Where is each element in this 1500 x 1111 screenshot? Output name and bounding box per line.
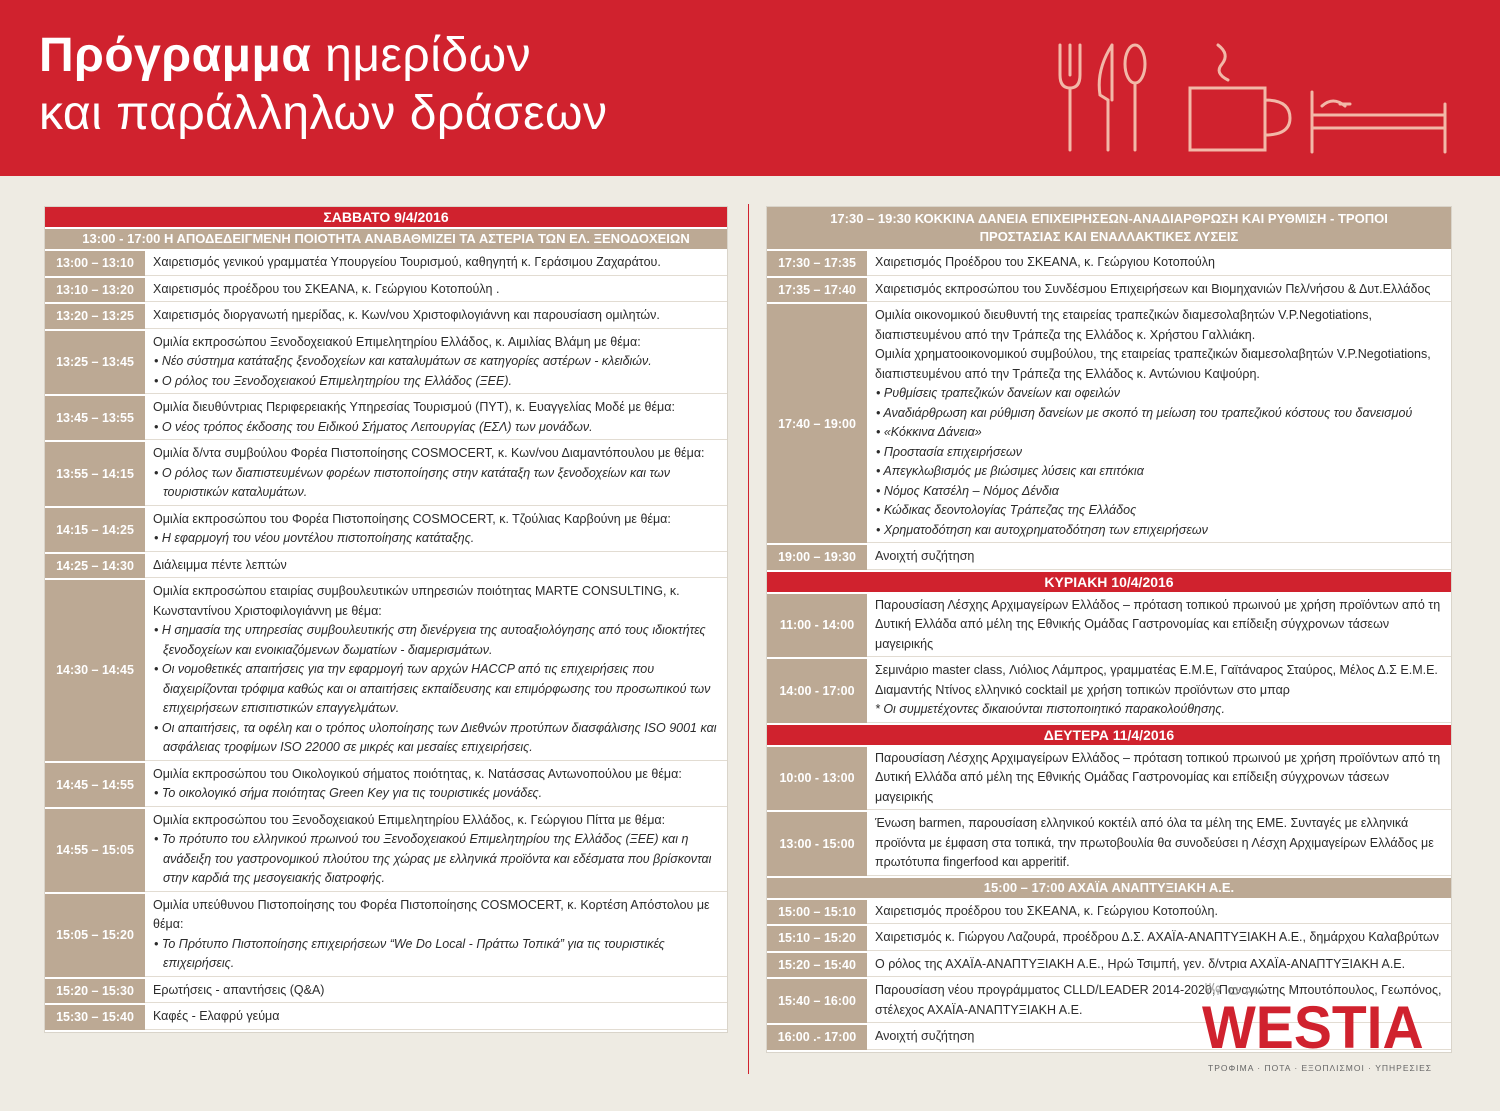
bullet-text: Ρυθμίσεις τραπεζικών δανείων και οφειλών [883,386,1120,400]
bullet-text: Η εφαρμογή του νέου μοντέλου πιστοποίησης κατάταξης. [161,531,475,545]
time-slot: 13:20 – 13:25 [45,304,145,329]
session-description [145,979,727,1004]
time-slot: 16:00 .- 17:00 [767,1025,867,1050]
bullet-item [153,372,719,392]
sunday-monday-schedule [766,206,1452,1053]
time-slot: 17:40 – 19:00 [767,304,867,543]
session-text: Ανοιχτή συζήτηση [875,1029,975,1043]
schedule-row [45,580,727,763]
bullet-marker: • [876,405,884,420]
session-text: Ομιλία εκπροσώπου του Φορέα Πιστοποίησης COSMOCERT, κ. Τζούλιας Καρβούνη με θέμα: [153,511,671,526]
session-text: Καφές - Ελαφρύ γεύμα [153,1009,280,1023]
session-description [867,747,1451,811]
schedule-row [767,659,1451,725]
session-description [145,1005,727,1030]
session-description [145,396,727,440]
time-slot: 15:10 – 15:20 [767,926,867,951]
time-slot: 14:45 – 14:55 [45,763,145,807]
schedule-row [45,251,727,278]
session-text: Ομιλία χρηματοοικονομικού συμβούλου, της εταιρείας τραπεζικών διαμεσολαβητών V.P.Negotiations, διαπιστευμένου από την Τράπεζα της Ελλάδος κ. Αντώνιου Καψούρη. [875,347,1431,381]
bullet-item [153,719,719,758]
bullet-item [153,830,719,889]
bullet-marker: • [154,465,162,480]
bullet-item [153,529,719,549]
session-text: Ομιλία δ/ντα συμβούλου Φορέα Πιστοποίησης COSMOCERT, κ. Κων/νου Διαμαντόπουλου με θέμα: [153,446,705,460]
spoon-icon [1125,45,1145,150]
schedule-row [767,278,1451,305]
session-text: Ομιλία εκπροσώπου Ξενοδοχειακού Επιμελητηρίου Ελλάδος, κ. Αιμιλίας Βλάμη με θέμα: [153,334,641,349]
session-text: Παρουσίαση Λέσχης Αρχιμαγείρων Ελλάδος – πρόταση τοπικού πρωινού με χρήση προϊόντων από τη Δυτική Ελλάδα από μέλη της Εθνικής Ομάδας Γαστρονομίας και επίδειξη σύγχρονων τάσεων μαγειρικής [875,750,1441,804]
column-divider [748,204,749,1074]
header-banner [0,0,1500,176]
bullet-marker: • [154,623,162,637]
session-text: Διάλειμμα πέντε λεπτών [153,557,287,572]
bullet-item [875,423,1443,443]
bullet-item [875,404,1443,424]
dining-icons [1050,40,1450,155]
day-heading: ΣΑΒΒΑΤΟ 9/4/2016 [45,207,727,229]
schedule-row [45,304,727,331]
session-text: Ομιλία εκπροσώπου του Οικολογικού σήματος ποιότητας, κ. Νατάσσας Αντωνοπούλου με θέμα: [153,766,682,781]
time-slot: 14:55 – 15:05 [45,809,145,892]
schedule-row [45,396,727,442]
bullet-text: Ο ρόλος του Ξενοδοχειακού Επιμελητηρίου της Ελλάδος (ΞΕΕ). [161,373,512,388]
bullet-marker: • [154,720,162,735]
session-description [145,580,727,761]
time-slot: 13:45 – 13:55 [45,396,145,440]
time-slot: 15:20 – 15:30 [45,979,145,1004]
session-description [867,545,1451,570]
schedule-row [767,812,1451,878]
time-slot: 15:20 – 15:40 [767,953,867,978]
bullet-item [153,621,719,660]
bullet-item [153,660,719,719]
bullet-item [153,935,719,974]
page-subtitle: και παράλληλων δράσεων [39,87,608,140]
schedule-row [767,545,1451,572]
bullet-item [875,501,1443,521]
bullet-marker: • [154,531,162,545]
loans-rows [767,251,1451,572]
schedule-row [45,894,727,979]
time-slot: 14:00 - 17:00 [767,659,867,723]
bullet-marker: • [876,503,884,517]
bullet-item [875,443,1443,463]
time-slot: 13:00 – 13:10 [45,251,145,276]
time-slot: 13:55 – 14:15 [45,442,145,506]
schedule-row [45,442,727,508]
logo-wordmark: WESTIA [1202,994,1424,1061]
logo-tagline: ΤΡΟΦΙΜΑ · ΠΟΤΑ · ΕΞΟΠΛΙΣΜΟΙ · ΥΠΗΡΕΣΙΕΣ [1208,1063,1433,1073]
bullet-marker: • [876,444,884,459]
session-description [867,900,1451,925]
schedule-row [767,594,1451,660]
section-heading-loans: 17:30 – 19:30 ΚΟΚΚΙΝΑ ΔΑΝΕΙΑ ΕΠΙΧΕΙΡΗΣΕΩΝ-ΑΝΑΔΙΑΡΘΡΩΣΗ ΚΑΙ ΡΥΘΜΙΣΗ - ΤΡΟΠΟΙ ΠΡΟΣΤΑΣΙΑΣ ΚΑΙ ΕΝΑΛΛΑΚΤΙΚΕΣ ΛΥΣΕΙΣ [767,207,1451,251]
session-text: Παρουσίαση νέου προγράμματος CLLD/LEADER 2014-2020, Παναγιώτης Μπουτόπουλος, Γεωπόνος, στέλεχος ΑΧΑΪΑ-ΑΝΑΠΤΥΞΙΑΚΗ Α.Ε. [875,983,1442,1017]
bullet-marker: • [154,662,162,676]
schedule-row [767,953,1451,980]
session-text: Ένωση barmen, παρουσίαση ελληνικού κοκτέιλ από όλα τα μέλη της ΕΜΕ. Συνταγές με ελληνικά προϊόντα με έμφαση στα τοπικά, την πρωτοβουλία θα συνοδεύσει η Λέσχη Αρχιμαγείρων Ελλάδος με πρωτότυπα fingerfood και apperitif. [875,816,1434,869]
bullet-marker: • [154,786,162,800]
session-description [867,251,1451,276]
bullet-marker: • [876,483,884,498]
session-description [145,278,727,303]
bullet-text: Το πρότυπο του ελληνικού πρωινού του Ξενοδοχειακού Επιμελητηρίου της Ελλάδος (ΞΕΕ) και η ανάδειξη του γαστρονομικού πλούτου της χώρας με ελληνικά προϊόντα και εδέσματα που βρίσκονται στην καρδιά της μεσογειακής διατροφής. [161,832,712,885]
time-slot: 13:25 – 13:45 [45,331,145,395]
schedule-row [45,979,727,1006]
schedule-row [45,554,727,581]
time-slot: 15:00 – 15:10 [767,900,867,925]
session-description [867,304,1451,543]
session-text: Σεμινάριο master class, Λιόλιος Λάμπρος, γραμματέας Ε.Μ.Ε, Γαϊτάναρος Σταύρος, Μέλος Δ.Σ Ε.Μ.Ε. Διαμαντής Ντίνος ελληνικό cocktail με χρήση τοπικών προϊόντων στο μπαρ [875,663,1438,697]
bed-icon [1312,92,1445,152]
monday-rows [767,747,1451,878]
session-text: Χαιρετισμός κ. Γιώργου Λαζουρά, προέδρου Δ.Σ. ΑΧΑΪΑ-ΑΝΑΠΤΥΞΙΑΚΗ Α.Ε., δημάρχου Καλαβρύτων [875,930,1440,944]
bullet-item [153,784,719,804]
schedule-row [45,278,727,305]
bullet-text: Οι νομοθετικές απαιτήσεις για την εφαρμογή των αρχών HACCP από τις επιχειρήσεις που διαχειρίζονται τρόφιμα καθώς και οι απαιτήσεις εκπαίδευσης και επιμόρφωσης του προσωπικού των επιχειρήσεων επισιτιστικών επαγγελμάτων. [161,662,711,715]
day-heading-sunday: ΚΥΡΙΑΚΗ 10/4/2016 [767,572,1451,594]
schedule-row [45,1005,727,1032]
schedule-row [767,251,1451,278]
session-description [867,278,1451,303]
session-text: Χαιρετισμός εκπροσώπου του Συνδέσμου Επιχειρήσεων και Βιομηχανιών Πελ/νήσου & Δυτ.Ελλάδος [875,281,1431,296]
time-slot: 15:30 – 15:40 [45,1005,145,1030]
session-description [867,659,1451,723]
session-description [145,251,727,276]
bullet-text: Ο νέος τρόπος έκδοσης του Ειδικού Σήματος Λειτουργίας (ΕΣΛ) των μονάδων. [161,419,593,434]
session-description [145,442,727,506]
time-slot: 14:30 – 14:45 [45,580,145,761]
session-description [145,554,727,579]
saturday-schedule [44,206,728,1033]
session-text: Ανοιχτή συζήτηση [875,549,975,563]
time-slot: 13:10 – 13:20 [45,278,145,303]
bullet-marker: • [154,936,162,951]
session-text: Χαιρετισμός προέδρου του ΣΚΕΑΝΑ, κ. Γεώργιου Κοτοπούλη. [875,903,1218,918]
session-text: Ο ρόλος της ΑΧΑΪΑ-ΑΝΑΠΤΥΞΙΑΚΗ Α.Ε., Ηρώ Τσιμπή, γεν. δ/ντρια ΑΧΑΪΑ-ΑΝΑΠΤΥΞΙΑΚΗ Α.Ε. [875,956,1406,971]
session-description [145,809,727,892]
bullet-item [153,418,719,438]
day-heading-monday: ΔΕΥΤΕΡΑ 11/4/2016 [767,725,1451,747]
time-slot: 14:15 – 14:25 [45,508,145,552]
schedule-row [767,747,1451,813]
westia-logo [1200,980,1450,1080]
bullet-marker: • [154,419,162,434]
session-description [145,894,727,977]
session-text: Παρουσίαση Λέσχης Αρχιμαγείρων Ελλάδος – πρόταση τοπικού πρωινού με χρήση προϊόντων από τη Δυτική Ελλάδα από μέλη της Εθνικής Ομάδας Γαστρονομίας και επίδειξη σύγχρονων τάσεων μαγειρικής [875,597,1441,651]
time-slot: 15:05 – 15:20 [45,894,145,977]
coffee-cup-icon [1190,45,1290,150]
page-title: Πρόγραμμα ημερίδων [39,29,532,82]
bullet-marker: • [154,373,162,388]
session-text: Ομιλία εκπροσώπου του Ξενοδοχειακού Επιμελητηρίου Ελλάδος, κ. Γεώργιου Πίττα με θέμα: [153,812,666,827]
bullet-text: Η σημασία της υπηρεσίας συμβουλευτικής στη διενέργεια της αυτοαξιολόγησης από τους ιδιοκτήτες ξενοδοχείων και ενοικιαζόμενων δωματίων - διαμερισμάτων. [161,623,706,657]
schedule-row [45,809,727,894]
bullet-item [153,352,719,372]
bullet-text: Νόμος Κατσέλη – Νόμος Δένδια [883,483,1059,498]
session-text: Χαιρετισμός προέδρου του ΣΚΕΑΝΑ, κ. Γεώργιου Κοτοπούλη . [153,281,500,296]
bullet-marker: • [876,522,884,537]
bullet-text: Απεγκλωβισμός με βιώσιμες λύσεις και επιτόκια [883,464,1144,478]
bullet-text: Το Πρότυπο Πιστοποίησης επιχειρήσεων “We Do Local - Πράττω Τοπικά” για τις τουριστικές επιχειρήσεις. [161,936,665,970]
bullet-item [875,384,1443,404]
section-heading: 13:00 - 17:00 Η ΑΠΟΔΕΔΕΙΓΜΕΝΗ ΠΟΙΟΤΗΤΑ ΑΝΑΒΑΘΜΙΖΕΙ ΤΑ ΑΣΤΕΡΙΑ ΤΩΝ ΕΛ. ΞΕΝΟΔΟΧΕΙΩΝ [45,229,727,251]
schedule-row [45,763,727,809]
bullet-marker: • [876,464,884,478]
session-text: Ομιλία διευθύντριας Περιφερειακής Υπηρεσίας Τουρισμού (ΠΥΤ), κ. Ευαγγελίας Μοδέ με θέμα: [153,400,675,414]
section-heading-achaia: 15:00 – 17:00 ΑΧΑΪΑ ΑΝΑΠΤΥΞΙΑΚΗ Α.Ε. [767,878,1451,900]
bullet-item [875,462,1443,482]
time-slot: 10:00 - 13:00 [767,747,867,811]
session-text: Ομιλία οικονομικού διευθυντή της εταιρείας τραπεζικών διαμεσολαβητών V.P.Negotiations, διαπιστευμένου από την Τράπεζα της Ελλάδος κ. Χρήστου Γαλλιάκη. [875,308,1372,342]
session-text: Ερωτήσεις - απαντήσεις (Q&A) [153,982,325,997]
session-text: Χαιρετισμός διοργανωτή ημερίδας, κ. Κων/νου Χριστοφιλογιάννη και παρουσίαση ομιλητών. [153,308,660,322]
bullet-marker: • [876,386,884,400]
time-slot: 19:00 – 19:30 [767,545,867,570]
session-text: Χαιρετισμός γενικού γραμματέα Υπουργείου Τουρισμού, καθηγητή κ. Γεράσιμου Ζαχαράτου. [153,255,661,269]
sunday-rows [767,594,1451,725]
bullet-text: Αναδιάρθρωση και ρύθμιση δανείων με σκοπό τη μείωση του τραπεζικού κόστους του δανεισμού [883,405,1413,420]
session-description [867,953,1451,978]
session-description [867,594,1451,658]
knife-icon [1099,45,1112,150]
bullet-text: Το οικολογικό σήμα ποιότητας Green Key για τις τουριστικές μονάδες. [161,786,543,800]
bullet-marker: • [876,425,884,439]
bullet-marker: • [154,832,162,846]
time-slot: 17:30 – 17:35 [767,251,867,276]
session-description [145,304,727,329]
schedule-row [767,926,1451,953]
session-description [145,508,727,552]
session-description [145,331,727,395]
bullet-text: Οι απαιτήσεις, τα οφέλη και ο τρόπος υλοποίησης των Διεθνών προτύπων διασφάλισης ISO 9001 και ασφάλειας τροφίμων ISO 22000 σε μικρές και μεσαίες επιχειρήσεις. [161,720,717,754]
session-text: Χαιρετισμός Προέδρου του ΣΚΕΑΝΑ, κ. Γεώργιου Κοτοπούλη [875,255,1215,269]
session-description [867,926,1451,951]
session-text: Ομιλία υπεύθυνου Πιστοποίησης του Φορέα Πιστοποίησης COSMOCERT, κ. Κορτέση Απόστολου με θέμα: [153,897,710,931]
session-description [867,812,1451,876]
bullet-item [153,464,719,503]
schedule-row [767,304,1451,545]
time-slot: 17:35 – 17:40 [767,278,867,303]
bullet-text: Προστασία επιχειρήσεων [883,444,1022,459]
bullet-text: Νέο σύστημα κατάταξης ξενοδοχείων και καταλυμάτων σε κατηγορίες αστέρων - κλειδιών. [161,354,652,368]
saturday-rows [45,251,727,1032]
bullet-text: «Κόκκινα Δάνεια» [883,425,982,439]
time-slot: 13:00 - 15:00 [767,812,867,876]
session-note: * Οι συμμετέχοντες δικαιούνται πιστοποιητικό παρακολούθησης. [875,702,1225,716]
time-slot: 11:00 - 14:00 [767,594,867,658]
schedule-row [45,508,727,554]
schedule-row [767,900,1451,927]
session-text: Ομιλία εκπροσώπου εταιρίας συμβουλευτικών υπηρεσιών ποιότητας MARTE CONSULTING, κ. Κωνσταντίνου Χριστοφιλογιάννη με θέμα: [153,584,680,618]
bullet-item [875,482,1443,502]
time-slot: 15:40 – 16:00 [767,979,867,1023]
bullet-text: Χρηματοδότηση και αυτοχρηματοδότηση των επιχειρήσεων [883,522,1208,537]
fork-icon [1060,45,1080,150]
bullet-marker: • [154,354,162,368]
schedule-row [45,331,727,397]
bullet-item [875,521,1443,541]
bullet-text: Ο ρόλος των διαπιστευμένων φορέων πιστοποίησης στην κατάταξη των ξενοδοχείων και των τουριστικών καταλυμάτων. [161,465,670,499]
time-slot: 14:25 – 14:30 [45,554,145,579]
bullet-text: Κώδικας δεοντολογίας Τράπεζας της Ελλάδος [883,503,1137,517]
session-description [145,763,727,807]
